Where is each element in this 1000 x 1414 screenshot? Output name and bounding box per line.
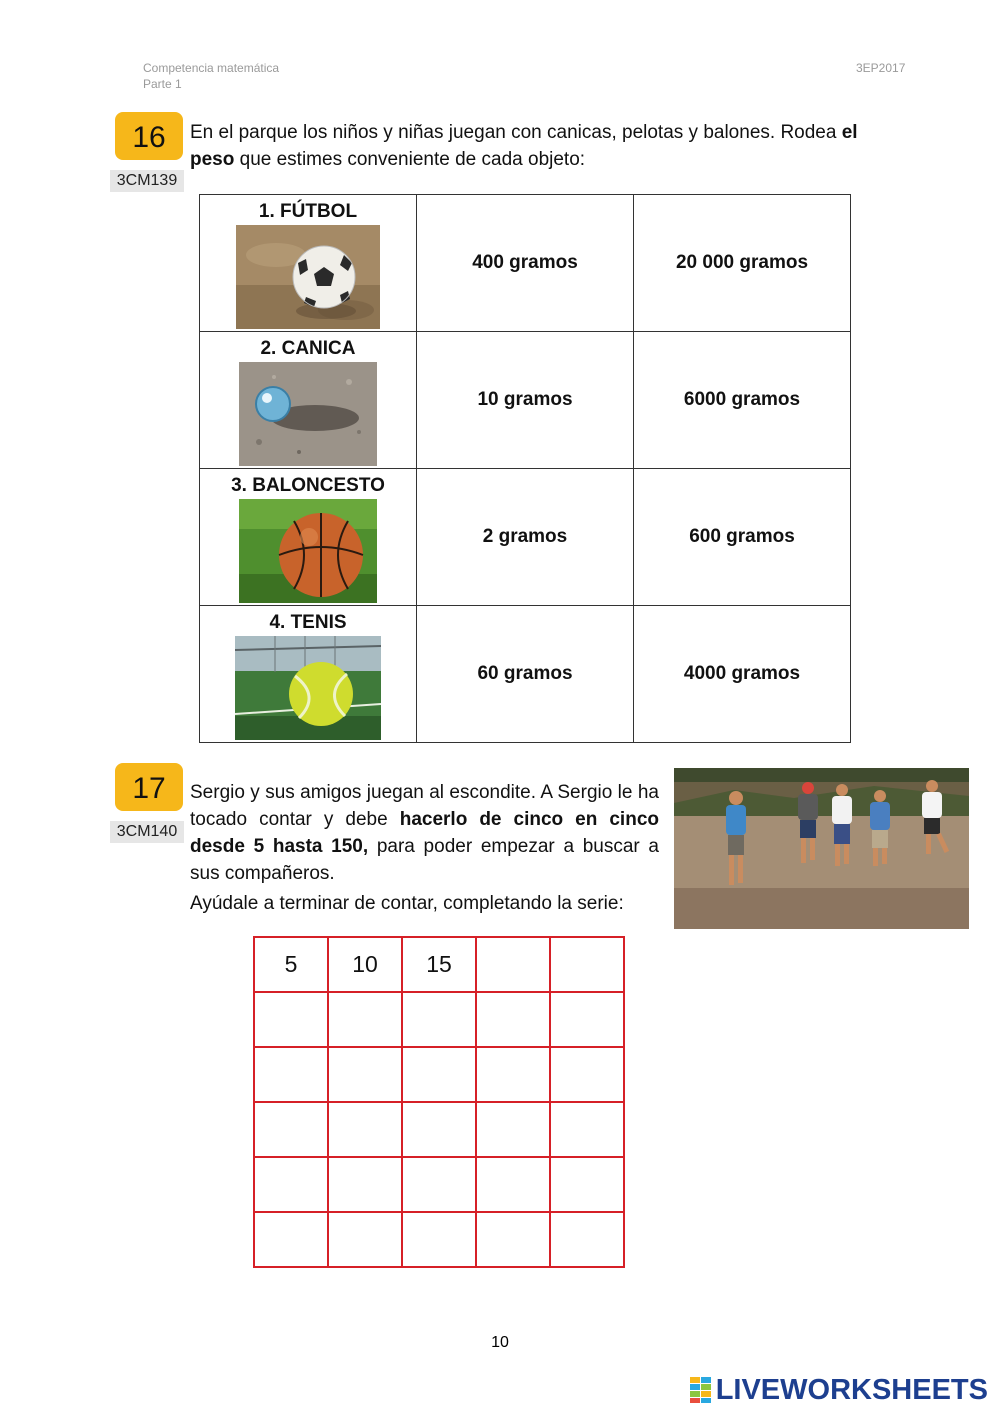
liveworksheets-logo (690, 1374, 988, 1406)
object-label: 4. TENIS (269, 612, 347, 633)
object-label: 2. CANICA (260, 338, 356, 359)
prompt-text: En el parque los niños y niñas juegan con canicas, pelotas y balones. Rodea (190, 122, 842, 143)
question-17-code: 3CM140 (110, 821, 184, 843)
prompt-text-end: que estimes conveniente de cada objeto: (234, 149, 586, 170)
tennis-ball-image (235, 636, 381, 740)
prompt-bold: el peso (190, 122, 858, 170)
grid-cell[interactable]: 5 (254, 937, 328, 992)
grid-cell[interactable] (402, 1157, 476, 1212)
table-row (200, 606, 851, 743)
grid-cell[interactable] (550, 1157, 624, 1212)
children-playing-photo (674, 768, 969, 929)
header-subject: Competencia matemática (143, 61, 280, 75)
weight-option[interactable]: 6000 gramos (634, 332, 851, 469)
grid-cell[interactable] (550, 1047, 624, 1102)
question-16-number: 16 (115, 112, 183, 160)
weight-option[interactable]: 60 gramos (417, 606, 634, 743)
grid-cell[interactable]: 15 (402, 937, 476, 992)
grid-row (254, 1047, 624, 1102)
question-17-prompt (190, 779, 659, 887)
grid-cell[interactable] (328, 1102, 402, 1157)
question-16-code: 3CM139 (110, 170, 184, 192)
weight-option[interactable]: 600 gramos (634, 469, 851, 606)
grid-cell[interactable] (254, 992, 328, 1047)
object-label: 3. BALONCESTO (231, 475, 385, 496)
prompt-bold: hacerlo de cinco en cinco desde 5 hasta 150, (190, 809, 659, 857)
header-part: Parte 1 (143, 77, 182, 91)
grid-cell[interactable] (328, 992, 402, 1047)
marble-image (239, 362, 377, 466)
weight-option[interactable]: 400 gramos (417, 195, 634, 332)
weight-option[interactable]: 10 gramos (417, 332, 634, 469)
grid-cell[interactable] (402, 1102, 476, 1157)
table-row (200, 195, 851, 332)
weight-option[interactable]: 4000 gramos (634, 606, 851, 743)
grid-cell[interactable] (254, 1047, 328, 1102)
grid-cell[interactable] (476, 1157, 550, 1212)
liveworksheets-logo-icon (690, 1377, 712, 1403)
grid-cell[interactable] (550, 937, 624, 992)
object-cell (200, 195, 417, 332)
grid-cell[interactable] (254, 1102, 328, 1157)
object-label: 1. FÚTBOL (258, 201, 358, 222)
prompt-text: Sergio y sus amigos juegan al escondite. A Sergio le ha tocado contar y debe (190, 782, 659, 830)
liveworksheets-logo-text: LIVEWORKSHEETS (715, 1373, 988, 1406)
weights-table (199, 194, 851, 743)
grid-row (254, 1157, 624, 1212)
grid-cell[interactable] (328, 1157, 402, 1212)
grid-cell[interactable] (476, 992, 550, 1047)
grid-cell[interactable] (402, 1047, 476, 1102)
table-row (200, 332, 851, 469)
grid-cell[interactable] (550, 992, 624, 1047)
grid-cell[interactable]: 10 (328, 937, 402, 992)
grid-cell[interactable] (328, 1047, 402, 1102)
weight-option[interactable]: 2 gramos (417, 469, 634, 606)
basketball-image (239, 499, 377, 603)
grid-row (254, 992, 624, 1047)
question-17-instruction: Ayúdale a terminar de contar, completando la serie: (190, 893, 624, 914)
grid-cell[interactable] (550, 1102, 624, 1157)
grid-row (254, 937, 624, 992)
page-number: 10 (491, 1334, 509, 1351)
counting-grid (253, 936, 625, 1268)
object-cell (200, 332, 417, 469)
grid-cell[interactable] (328, 1212, 402, 1267)
weight-option[interactable]: 20 000 gramos (634, 195, 851, 332)
question-16-prompt (190, 119, 890, 173)
grid-cell[interactable] (254, 1212, 328, 1267)
question-17-number: 17 (115, 763, 183, 811)
grid-cell[interactable] (476, 1047, 550, 1102)
object-cell (200, 469, 417, 606)
soccer-ball-image (236, 225, 380, 329)
table-row (200, 469, 851, 606)
grid-cell[interactable] (402, 992, 476, 1047)
grid-cell[interactable] (476, 1102, 550, 1157)
grid-row (254, 1212, 624, 1267)
object-cell (200, 606, 417, 743)
grid-cell[interactable] (550, 1212, 624, 1267)
grid-cell[interactable] (254, 1157, 328, 1212)
prompt-text-end: para poder empezar a buscar a sus compañeros. (190, 836, 659, 884)
header-code: 3EP2017 (856, 61, 906, 75)
grid-cell[interactable] (476, 1212, 550, 1267)
grid-cell[interactable] (402, 1212, 476, 1267)
grid-cell[interactable] (476, 937, 550, 992)
grid-row (254, 1102, 624, 1157)
header-left (143, 60, 279, 92)
